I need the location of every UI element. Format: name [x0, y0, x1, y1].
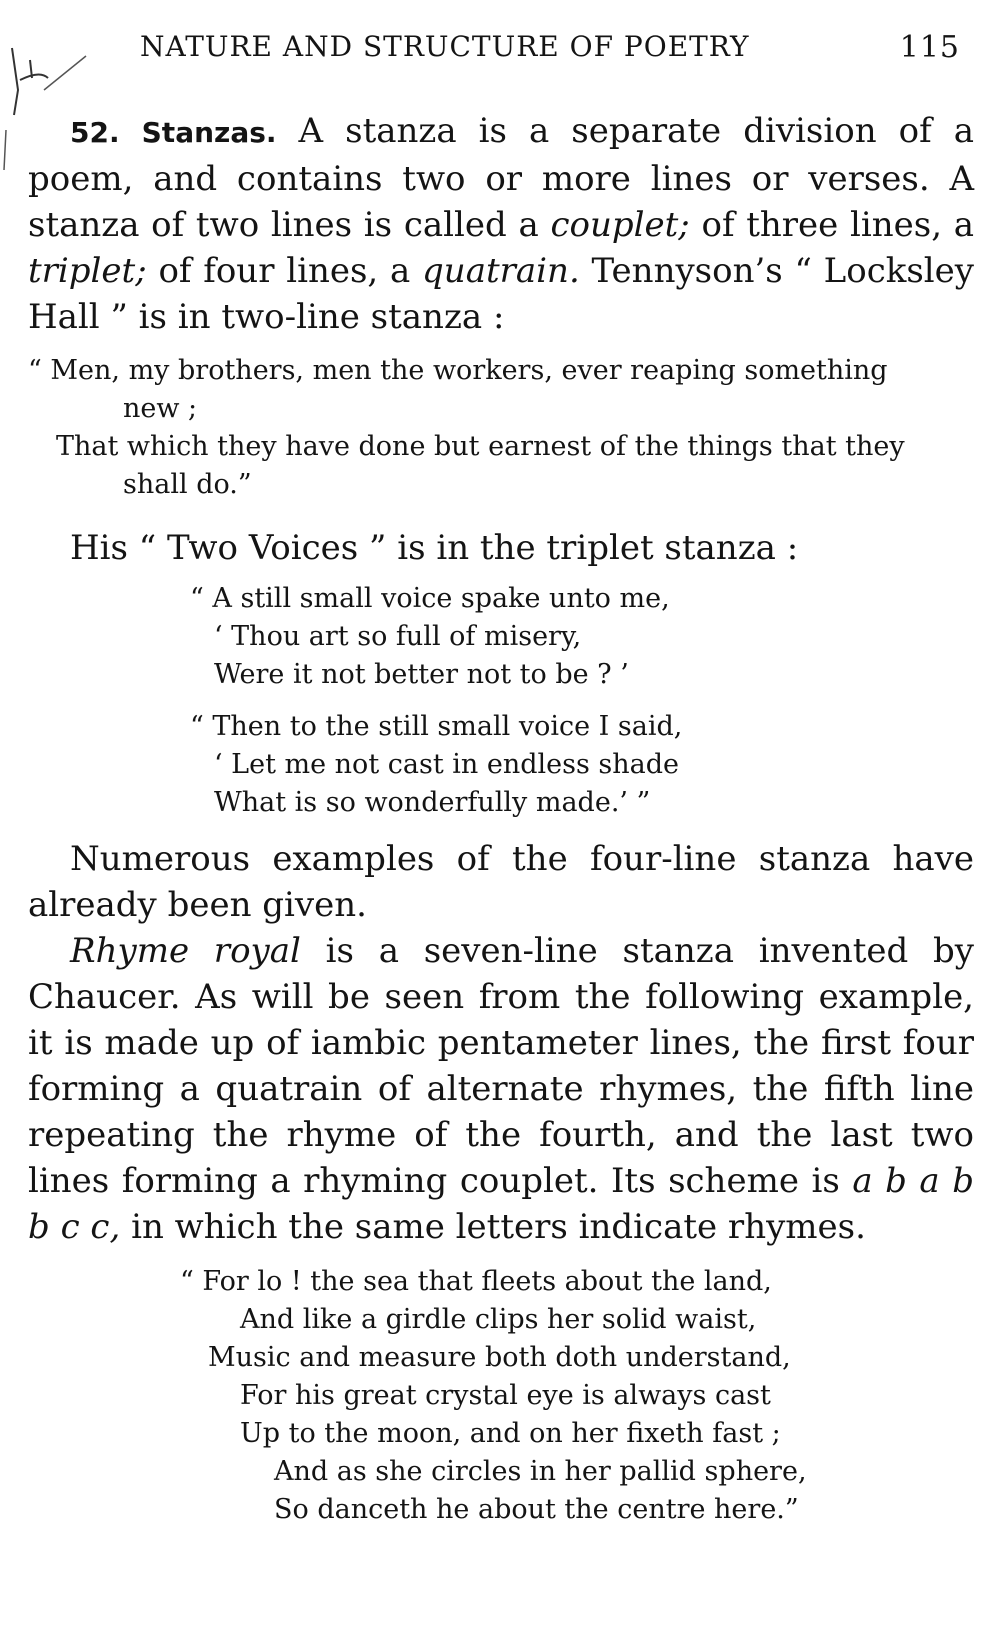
verse-line: So danceth he about the centre here.” [274, 1494, 799, 1525]
four-line-note-text: Numerous examples of the four-line stanza have already been given. [28, 839, 974, 925]
running-header [0, 30, 1000, 70]
quote-line: new ; [123, 393, 198, 424]
verse-line: Music and measure both doth understand, [208, 1342, 791, 1373]
verse-line: Up to the moon, and on her fixeth fast ; [240, 1418, 781, 1449]
verse-line: For his great crystal eye is always cast [240, 1380, 771, 1411]
two-voices-stanza-2 [190, 708, 890, 822]
quote-line: That which they have done but earnest of the things that they [56, 431, 905, 462]
intro-text-3: of four lines, a [158, 251, 411, 291]
two-voices-stanza-1 [190, 580, 890, 694]
locksley-hall-quote [28, 352, 974, 504]
section-number: 52. [70, 116, 120, 149]
intro-text-4: Tennyson’s “ Locksley Hall ” is in two-line stanza : [28, 251, 974, 337]
rhyme-royal-text-1: is a seven-line stanza invented by Chaucer. As will be seen from the following example, it is made up of iambic pentameter lines, the first four forming a quatrain of alternate rhymes, the fifth line repeating the rhyme of the fourth, and the last two lines forming a rhyming couplet. Its scheme is [28, 931, 974, 1201]
verse-line: Were it not better not to be ? ’ [214, 659, 629, 690]
term-quatrain: quatrain. [422, 251, 580, 291]
section-heading: Stanzas. [141, 116, 277, 149]
verse-line: “ A still small voice spake unto me, [190, 583, 670, 614]
intro-text-1: A stanza is a separate division of a poem, and contains two or more lines or verses. A stanza of two lines is called a [28, 111, 974, 245]
running-title: NATURE AND STRUCTURE OF POETRY [140, 30, 750, 63]
rhyme-scheme: a b a b b c c, [28, 1161, 974, 1247]
verse-line: “ Then to the still small voice I said, [190, 711, 683, 742]
four-line-note [28, 836, 974, 928]
verse-line: And as she circles in her pallid sphere, [274, 1456, 807, 1487]
verse-line: ‘ Thou art so full of misery, [214, 621, 582, 652]
two-voices-intro-text: His “ Two Voices ” is in the triplet stanza : [70, 528, 799, 568]
page-number: 115 [899, 30, 960, 65]
rhyme-royal-paragraph [28, 928, 974, 1250]
stanzas-paragraph [28, 108, 974, 340]
rhyme-royal-text-2: in which the same letters indicate rhymes. [131, 1207, 866, 1247]
term-rhyme-royal: Rhyme royal [70, 931, 301, 971]
verse-line: And like a girdle clips her solid waist, [240, 1304, 757, 1335]
quote-line: shall do.” [123, 469, 252, 500]
term-triplet: triplet; [28, 251, 147, 291]
quote-line: “ Men, my brothers, men the workers, ever reaping something [28, 355, 888, 386]
chaucer-poem [180, 1263, 960, 1529]
intro-text-2: of three lines, a [701, 205, 975, 245]
verse-line: “ For lo ! the sea that fleets about the land, [180, 1266, 772, 1297]
verse-line: What is so wonderfully made.’ ” [214, 787, 651, 818]
term-couplet: couplet; [550, 205, 690, 245]
two-voices-intro [28, 525, 974, 571]
verse-line: ‘ Let me not cast in endless shade [214, 749, 680, 780]
